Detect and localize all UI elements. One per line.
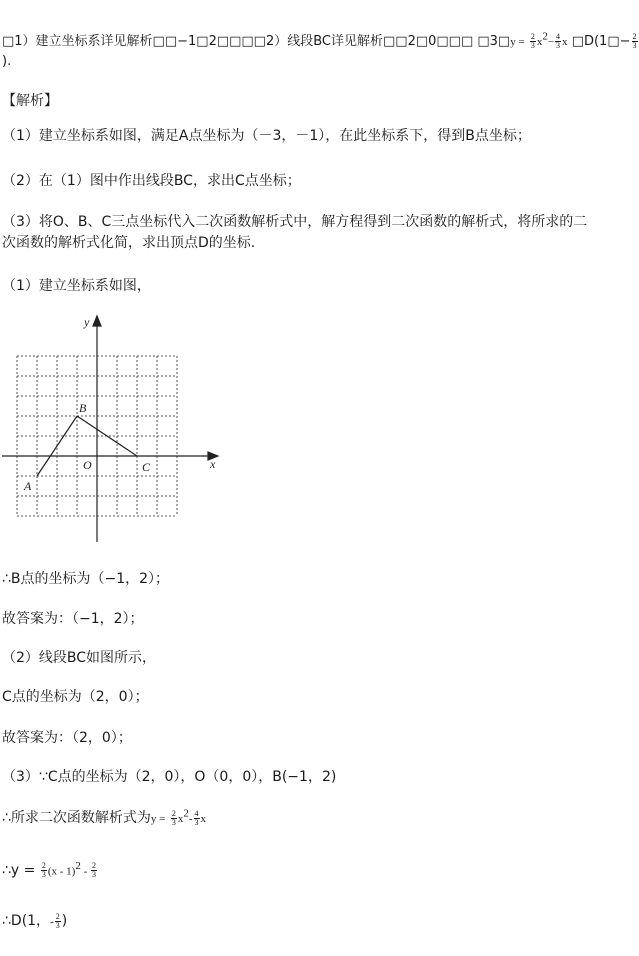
axes — [2, 316, 218, 542]
hint-3b: 次函数的解析式化简，求出顶点D的坐标. — [2, 235, 256, 251]
label-y: y — [84, 315, 90, 329]
fraction: $\frac{2}{3}$ — [530, 32, 535, 50]
step-3: （3）∵C点的坐标为（2，0），O（0，0），B(−1，2) — [2, 769, 337, 785]
analysis-title: 【解析】 — [2, 93, 58, 109]
answer-y-eq: y = — [510, 36, 525, 48]
fraction: $\frac{4}{3}$ — [556, 32, 561, 50]
result-5: ∴D(1，- $\frac{2}{3}$ ) — [2, 911, 68, 930]
label-b: B — [79, 401, 87, 415]
fraction: $\frac{2}{3}$ — [171, 808, 176, 827]
hint-2: （2）在（1）图中作出线段BC，求出C点坐标； — [2, 173, 301, 189]
coordinate-graph — [0, 306, 240, 546]
y-arrow-icon — [93, 316, 101, 326]
label-o: O — [83, 458, 92, 472]
answer-text: □1）建立坐标系详见解析□□−1□2□□□□2）线段BC详见解析□□2□0□□□ □3□ — [2, 34, 511, 49]
result-2: C点的坐标为（2，0）； — [2, 689, 149, 705]
result-3: ∴所求二次函数解析式为y = $\frac{2}{3}$ $x^2-$ $\frac{4}{3}$ x — [2, 807, 207, 827]
step-2: （2）线段BC如图所示， — [2, 650, 157, 666]
fraction: $\frac{2}{3}$ — [41, 861, 46, 880]
answer-line: □1）建立坐标系详见解析□□−1□2□□□□2）线段BC详见解析□□2□0□□□ □3□y = $\frac{2}{3}$ $x^2-$ $\frac{4}{3}$ x □D(1□− $\frac{2}{3}$ — [2, 30, 637, 50]
fraction: $\frac{2}{3}$ — [92, 861, 96, 880]
fraction: $\frac{4}{3}$ — [194, 808, 199, 827]
result-4: ∴y = $\frac{2}{3}$ (x - 1)$^2$ - $\frac{2}{3}$ — [2, 860, 96, 880]
label-x: x — [210, 457, 216, 471]
hint-3a: （3）将O、B、C三点坐标代入二次函数解析式中，解方程得到二次函数的解析式，将所求的二 — [2, 214, 588, 230]
hint-1: （1）建立坐标系如图，满足A点坐标为（－3，－1），在此坐标系下，得到B点坐标； — [2, 128, 531, 144]
step-1: （1）建立坐标系如图， — [2, 278, 151, 294]
fraction: $\frac{2}{3}$ — [55, 911, 60, 930]
fraction: $\frac{2}{3}$ — [632, 32, 637, 50]
result-1: ∴B点的坐标为（−1，2）； — [2, 571, 170, 587]
answer-2: 故答案为：（2，0）； — [2, 730, 132, 746]
label-c: C — [142, 460, 151, 474]
answer-1: 故答案为：（−1，2）； — [2, 611, 144, 627]
label-a: A — [24, 479, 32, 493]
answer-end: ). — [2, 54, 12, 69]
